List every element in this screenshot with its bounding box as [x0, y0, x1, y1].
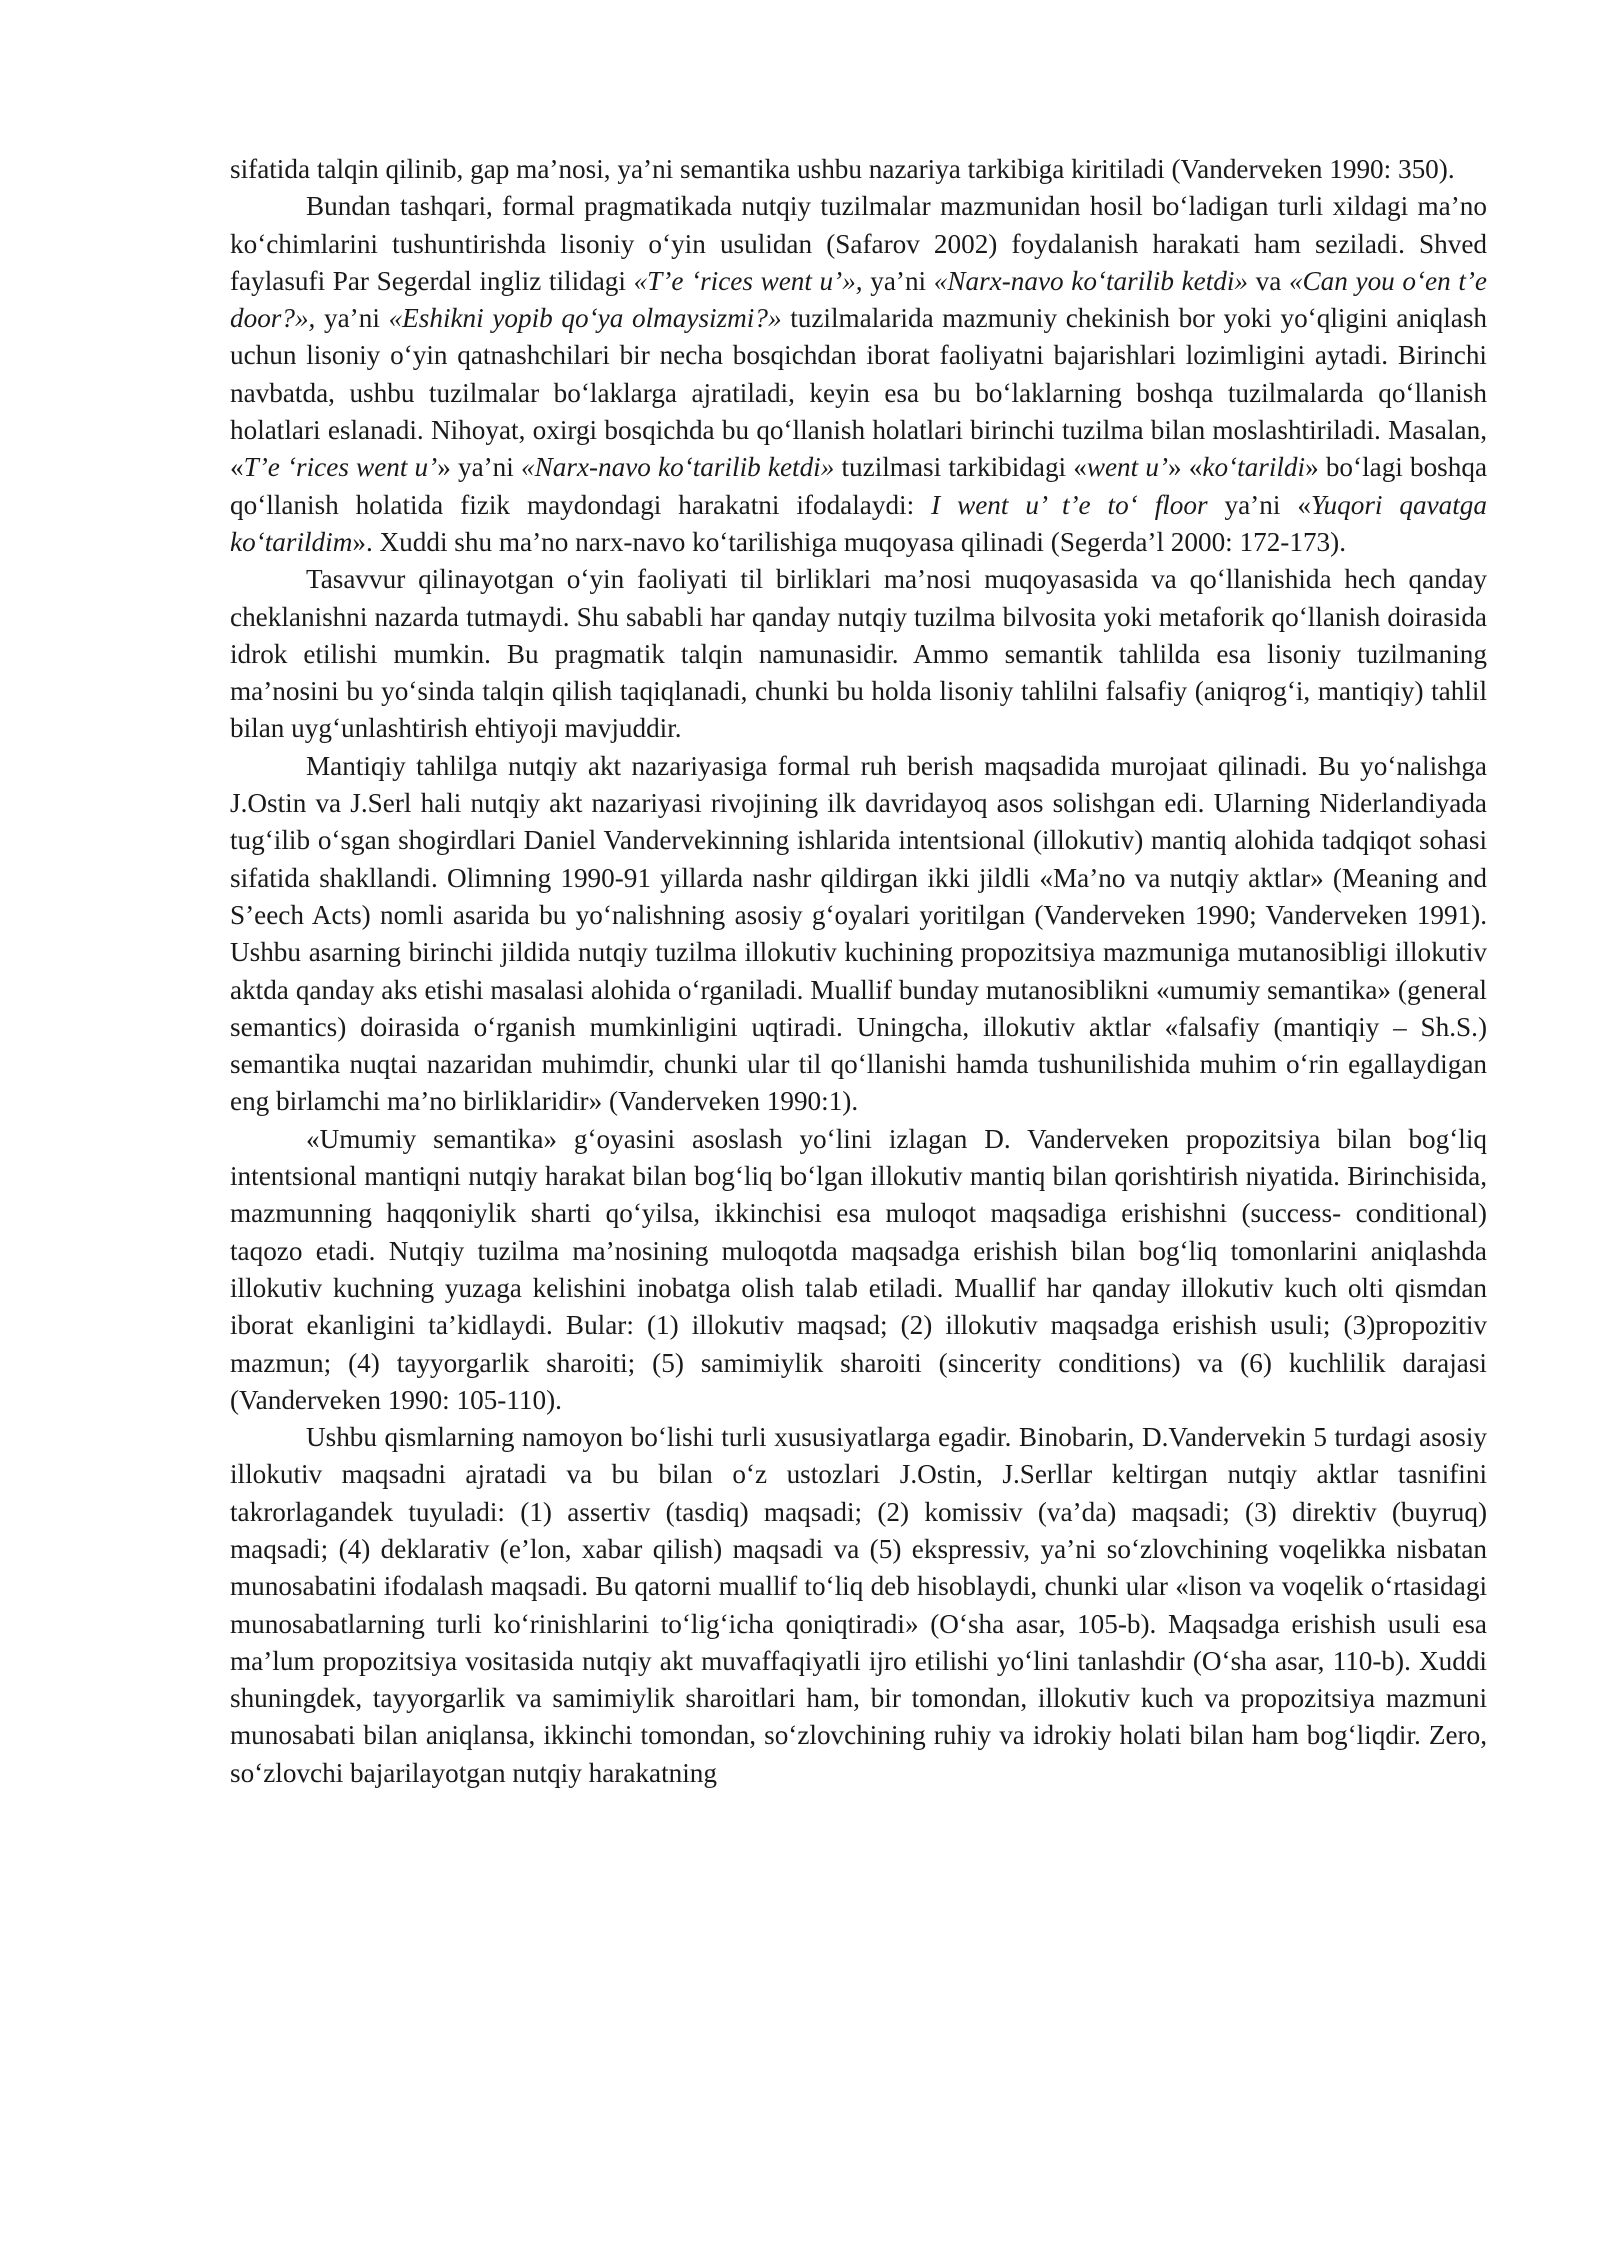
italic-example-text: «Eshikni yopib qo‘ya olmaysizmi?» [388, 303, 782, 334]
italic-example-text: «Narx-navo ko‘tarilib ketdi» [521, 452, 835, 483]
italic-example-text: I went u’ t’e to‘ floor [931, 489, 1208, 520]
paragraph-text: sifatida talqin qilinib, gap ma’nosi, ya’ni semantika ushbu nazariya tarkibiga kiritiladi (Vanderveken 1990: 350). [230, 154, 1455, 184]
paragraph [230, 561, 1487, 747]
paragraph-text: » « [1168, 452, 1203, 483]
italic-example-text: «T’e ‘rices went u’», [633, 265, 863, 296]
paragraph-text: » ya’ni [437, 452, 521, 483]
paragraph [230, 188, 1487, 561]
italic-example-text: ko‘tarildi [1202, 452, 1306, 483]
paragraph-text: ». Xuddi shu ma’no narx-navo ko‘tarilishiga muqoyasa qilinadi (Segerda’l 2000: 172-173). [352, 526, 1346, 557]
italic-example-text: T’e ‘rices went u’ [243, 452, 438, 483]
paragraph-text: Tasavvur qilinayotgan o‘yin faoliyati til birliklari ma’nosi muqoyasasida va qo‘llanishida hech qanday cheklanishni nazarda tutmaydi. Shu sababli har qanday nutqiy tuzilma bilvosita yoki metaforik qo‘llanish doirasida idrok etilishi mumkin. Bu pragmatik talqin namunasidir. Ammo semantik tahlilda esa lisoniy tuzilmaning ma’nosini bu yo‘sinda talqin qilish taqiqlanadi, chunki bu holda lisoniy tahlilni falsafiy (aniqrog‘i, mantiqiy) tahlil bilan uyg‘unlashtirish ehtiyoji mavjuddir. [230, 564, 1487, 744]
paragraph-text: ya’ni « [1207, 489, 1311, 520]
body-text [230, 151, 1487, 1792]
italic-example-text: «Narx-navo ko‘tarilib ketdi» [933, 265, 1249, 296]
italic-example-text: Yuqori qavatga ko‘tarildim [230, 489, 1487, 557]
paragraph-text: Bundan tashqari, formal pragmatikada nutqiy tuzilmalar mazmunidan hosil bo‘ladigan turli xildagi ma’no ko‘chimlarini tushuntirishda lisoniy o‘yin usulidan (Safarov 2002) foydalanish harakati ham seziladi. Shved faylasufi Par Segerdal ingliz tilidagi [230, 191, 1487, 296]
italic-example-text: «Can you o‘en t’e door?», [230, 265, 1488, 334]
paragraph-text: » bo‘lagi boshqa qo‘llanish holatida fizik maydondagi harakatni ifodalaydi: [230, 452, 1488, 520]
paragraph-text: «Umumiy semantika» g‘oyasini asoslash yo‘lini izlagan D. Vanderveken propozitsiya bilan bog‘liq intentsional mantiqni nutqiy harakat bilan bog‘liq bo‘lgan illokutiv mantiq bilan qorishtirish niyatida. Birinchisida, mazmunning haqqoniylik sharti qo‘yilsa, ikkinchisi esa muloqot maqsadiga erishishni (success- conditional) taqozo etadi. Nutqiy tuzilma ma’nosining muloqotda maqsadga erishish bilan bog‘liq tomonlarini aniqlashda illokutiv kuchning yuzaga kelishini inobatga olish talab etiladi. Muallif har qanday illokutiv kuch olti qismdan iborat ekanligini ta’kidlaydi. Bular: (1) illokutiv maqsad; (2) illokutiv maqsadga erishish usuli; (3)propozitiv mazmun; (4) tayyorgarlik sharoiti; (5) samimiylik sharoiti (sincerity conditions) va (6) kuchlilik darajasi (Vanderveken 1990: 105-110). [230, 1123, 1487, 1415]
paragraph [230, 151, 1487, 188]
paragraph-text: ya’ni [315, 303, 389, 334]
paragraph-text: tuzilmalarida mazmuniy chekinish bor yoki yo‘qligini aniqlash uchun lisoniy o‘yin qatnashchilari bir necha bosqichdan iborat faoliyatni bajarishlari lozimligini aytadi. Birinchi navbatda, ushbu tuzilmalar bo‘laklarga ajratiladi, keyin esa bu bo‘laklarning boshqa tuzilmalarda qo‘llanish holatlari eslanadi. Nihoyat, oxirgi bosqichda bu qo‘llanish holatlari birinchi tuzilma bilan moslashtiriladi. Masalan, « [230, 303, 1487, 483]
paragraph-text: va [1248, 265, 1289, 296]
italic-example-text: went u’ [1086, 452, 1169, 483]
paragraph-text: Mantiqiy tahlilga nutqiy akt nazariyasiga formal ruh berish maqsadida murojaat qilinadi. Bu yo‘nalishga J.Ostin va J.Serl hali nutqiy akt nazariyasi rivojining ilk davridayoq asos solishgan edi. Ularning Niderlandiyada tug‘ilib o‘sgan shogirdlari Daniel Vandervekinning ishlarida intentsional (illokutiv) mantiq alohida tadqiqot sohasi sifatida shakllandi. Olimning 1990-91 yillarda nashr qildirgan ikki jildli «Ma’no va nutqiy aktlar» (Meaning and S’eech Acts) nomli asarida bu yo‘nalishning asosiy g‘oyalari yoritilgan (Vanderveken 1990; Vanderveken 1991). Ushbu asarning birinchi jildida nutqiy tuzilma illokutiv kuchining propozitsiya mazmuniga mutanosibligi illokutiv aktda qanday aks etishi masalasi alohida o‘rganiladi. Muallif bunday mutanosiblikni «umumiy semantika» (general semantics) doirasida o‘rganish mumkinligini uqtiradi. Uningcha, illokutiv aktlar «falsafiy (mantiqiy – Sh.S.) semantika nuqtai nazaridan muhimdir, chunki ular til qo‘llanishi hamda tushunilishida muhim o‘rin egallaydigan eng birlamchi ma’no birliklaridir» (Vanderveken 1990:1). [230, 750, 1487, 1117]
paragraph-text: tuzilmasi tarkibidagi « [834, 452, 1087, 483]
paragraph-text: Ushbu qismlarning namoyon bo‘lishi turli xususiyatlarga egadir. Binobarin, D.Vandervekin 5 turdagi asosiy illokutiv maqsadni ajratadi va bu bilan o‘z ustozlari J.Ostin, J.Serllar keltirgan nutqiy aktlar tasnifini takrorlagandek tuyuladi: (1) assertiv (tasdiq) maqsadi; (2) komissiv (va’da) maqsadi; (3) direktiv (buyruq) maqsadi; (4) deklarativ (e’lon, xabar qilish) maqsadi va (5) ekspressiv, ya’ni so‘zlovchining voqelikka nisbatan munosabatini ifodalash maqsadi. Bu qatorni muallif to‘liq deb hisoblaydi, chunki ular «lison va voqelik o‘rtasidagi munosabatlarning turli ko‘rinishlarini to‘lig‘icha qoniqtiradi» (O‘sha asar, 105-b). Maqsadga erishish usuli esa ma’lum propozitsiya vositasida nutqiy akt muvaffaqiyatli ijro etilishi yo‘lini tanlashdir (O‘sha asar, 110-b). Xuddi shuningdek, tayyorgarlik va samimiylik sharoitlari ham, bir tomondan, illokutiv kuch va propozitsiya mazmuni munosabati bilan aniqlansa, ikkinchi tomondan, so‘zlovchining ruhiy va idrokiy holati bilan ham bog‘liqdir. Zero, so‘zlovchi bajarilayotgan nutqiy harakatning [230, 1422, 1487, 1788]
paragraph [230, 1419, 1487, 1792]
paragraph [230, 748, 1487, 1121]
paragraph [230, 1121, 1487, 1419]
paragraph-text: ya’ni [862, 265, 934, 296]
